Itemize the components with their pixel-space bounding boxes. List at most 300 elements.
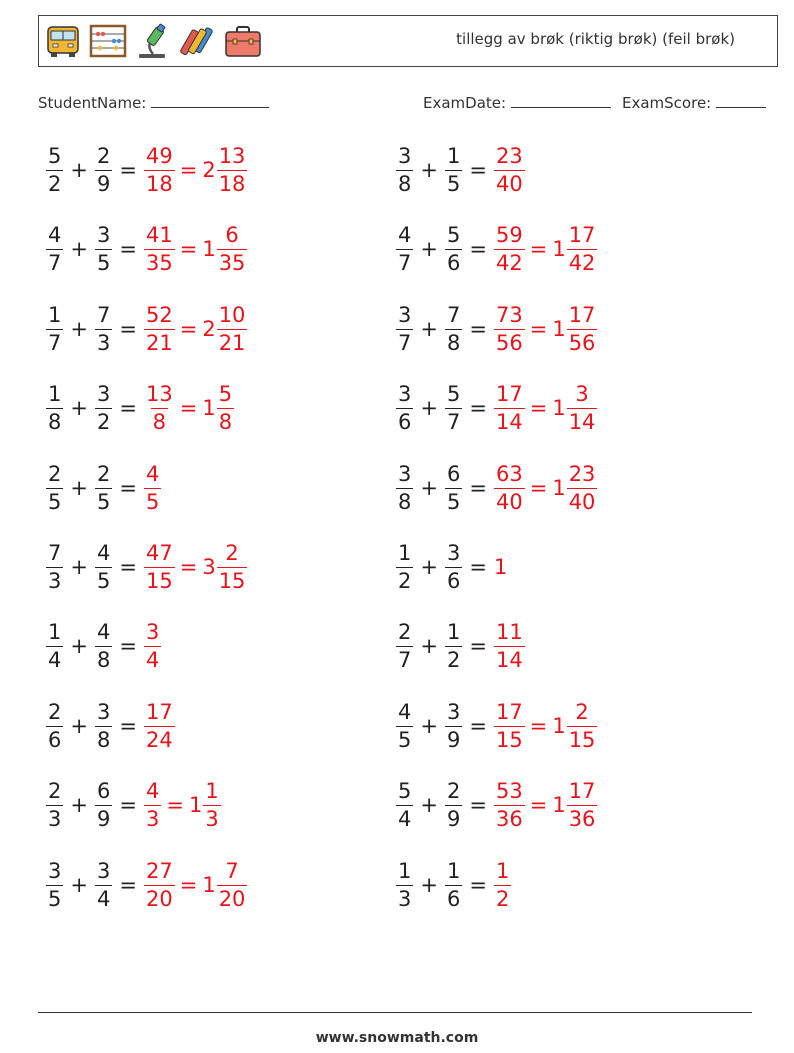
- mixed-fraction-numerator: 3: [575, 381, 589, 406]
- plus-sign: +: [70, 396, 88, 420]
- mixed-equals-sign: =: [529, 714, 548, 738]
- addend-a-numerator: 3: [398, 143, 412, 168]
- problem-row: [396, 855, 511, 915]
- answer-fraction-denominator: 24: [145, 727, 173, 752]
- plus-sign: +: [420, 317, 438, 341]
- plus-sign: +: [420, 873, 438, 897]
- answer-fraction: [494, 778, 525, 831]
- answer-fraction: [494, 222, 525, 275]
- mixed-fraction-numerator: 7: [225, 858, 239, 883]
- plus-sign: +: [420, 714, 438, 738]
- addend-a: [46, 143, 63, 196]
- equals-sign: =: [469, 714, 487, 738]
- mixed-equals-sign: =: [179, 237, 198, 261]
- addend-b-numerator: 1: [446, 619, 461, 644]
- answer-fraction-numerator: 17: [495, 381, 523, 406]
- addend-a-numerator: 2: [48, 461, 62, 486]
- addend-b-denominator: 9: [446, 727, 461, 752]
- equals-sign: =: [119, 158, 137, 182]
- addend-b: [445, 540, 462, 593]
- addend-b-numerator: 5: [446, 222, 461, 247]
- mixed-fraction-numerator: 2: [225, 540, 239, 565]
- addend-a-numerator: 2: [398, 619, 412, 644]
- answer-fraction-denominator: 18: [145, 171, 173, 196]
- addend-b-denominator: 9: [96, 171, 111, 196]
- equals-sign: =: [469, 793, 487, 817]
- addend-b: [445, 778, 462, 831]
- answer-whole: 1: [493, 555, 508, 579]
- addend-a-numerator: 4: [398, 699, 412, 724]
- mixed-equals-sign: =: [179, 317, 198, 341]
- addend-a: [396, 143, 413, 196]
- equals-sign: =: [119, 237, 137, 261]
- addend-a-denominator: 5: [48, 489, 62, 514]
- mixed-fraction: [567, 461, 598, 514]
- addend-a-denominator: 4: [398, 806, 412, 831]
- answer: [144, 858, 247, 911]
- addend-a-denominator: 3: [48, 806, 62, 831]
- mixed-fraction-denominator: 3: [205, 806, 219, 831]
- addend-b-numerator: 2: [96, 461, 111, 486]
- answer-fraction-denominator: 14: [495, 647, 523, 672]
- addend-b-denominator: 9: [96, 806, 111, 831]
- answer-fraction: [144, 461, 161, 514]
- addend-a-numerator: 3: [48, 858, 62, 883]
- addend-a: [46, 858, 63, 911]
- problem-row: [46, 219, 247, 279]
- addend-b: [445, 858, 462, 911]
- addend-b: [95, 540, 112, 593]
- answer-fraction-numerator: 17: [495, 699, 523, 724]
- addend-b-denominator: 6: [446, 886, 461, 911]
- plus-sign: +: [70, 317, 88, 341]
- addend-a-denominator: 7: [48, 330, 62, 355]
- answer-fraction-denominator: 15: [495, 727, 523, 752]
- addend-a: [396, 699, 413, 752]
- problem-row: [46, 378, 234, 438]
- addend-a-denominator: 6: [398, 409, 412, 434]
- answer: [494, 858, 511, 911]
- addend-b-numerator: 2: [446, 778, 461, 803]
- mixed-fraction-denominator: 21: [218, 330, 246, 355]
- answer: [494, 699, 597, 752]
- addend-b-denominator: 6: [446, 250, 461, 275]
- addend-b-denominator: 5: [96, 250, 111, 275]
- mixed-fraction-denominator: 15: [568, 727, 596, 752]
- addend-b-denominator: 8: [96, 647, 111, 672]
- addend-a-numerator: 4: [48, 222, 62, 247]
- answer-fraction: [144, 699, 175, 752]
- answer-fraction: [494, 143, 525, 196]
- answer: [144, 143, 247, 196]
- addend-b: [95, 858, 112, 911]
- microscope-icon: [133, 21, 173, 61]
- addend-b-denominator: 5: [446, 171, 461, 196]
- exam-date-label: ExamDate:: [423, 94, 507, 112]
- mixed-fraction: [567, 699, 598, 752]
- answer-fraction-denominator: 3: [145, 806, 160, 831]
- answer-fraction-numerator: 17: [145, 699, 173, 724]
- addend-a-denominator: 7: [398, 250, 412, 275]
- addend-b: [445, 381, 462, 434]
- mixed-equals-sign: =: [166, 793, 184, 817]
- answer-fraction-numerator: 73: [495, 302, 523, 327]
- mixed-whole: 1: [552, 793, 566, 817]
- equals-sign: =: [469, 634, 487, 658]
- addend-b-denominator: 9: [446, 806, 461, 831]
- addend-a-denominator: 6: [48, 727, 62, 752]
- answer: [494, 381, 597, 434]
- addend-b-numerator: 1: [446, 858, 461, 883]
- answer-fraction-numerator: 52: [145, 302, 173, 327]
- student-name-field: [38, 93, 269, 112]
- answer-fraction-denominator: 42: [495, 250, 523, 275]
- addend-b: [445, 699, 462, 752]
- mixed-whole: 2: [202, 158, 216, 182]
- addend-a-numerator: 1: [398, 858, 412, 883]
- addend-a-denominator: 7: [48, 250, 62, 275]
- answer-fraction-denominator: 14: [495, 409, 523, 434]
- equals-sign: =: [469, 873, 487, 897]
- problem-row: [396, 696, 597, 756]
- addend-b-numerator: 4: [96, 619, 111, 644]
- plus-sign: +: [70, 158, 88, 182]
- mixed-fraction-denominator: 35: [218, 250, 246, 275]
- answer: [494, 619, 525, 672]
- problem-row: [46, 616, 161, 676]
- answer: [144, 302, 247, 355]
- equals-sign: =: [119, 873, 137, 897]
- addend-b-denominator: 5: [96, 568, 111, 593]
- addend-b-numerator: 3: [96, 381, 111, 406]
- mixed-equals-sign: =: [529, 476, 548, 500]
- answer-fraction-numerator: 1: [495, 858, 510, 883]
- addend-b-denominator: 7: [446, 409, 461, 434]
- mixed-fraction: [217, 143, 248, 196]
- answer-fraction-denominator: 15: [145, 568, 173, 593]
- addend-a: [396, 222, 413, 275]
- mixed-fraction: [217, 540, 248, 593]
- addend-a: [46, 699, 63, 752]
- answer-fraction: [144, 858, 175, 911]
- addend-a-denominator: 7: [398, 647, 412, 672]
- mixed-fraction-denominator: 15: [218, 568, 246, 593]
- mixed-fraction: [203, 778, 220, 831]
- answer-fraction-numerator: 59: [495, 222, 523, 247]
- addend-a-denominator: 5: [398, 727, 412, 752]
- answer: [494, 778, 597, 831]
- plus-sign: +: [420, 158, 438, 182]
- addend-a-denominator: 8: [48, 409, 62, 434]
- mixed-fraction-denominator: 42: [568, 250, 596, 275]
- answer: [144, 699, 175, 752]
- mixed-fraction-numerator: 17: [568, 222, 596, 247]
- equals-sign: =: [119, 555, 137, 579]
- answer: [144, 381, 234, 434]
- mixed-equals-sign: =: [179, 555, 198, 579]
- answer-fraction: [494, 699, 525, 752]
- addend-a-denominator: 2: [48, 171, 62, 196]
- exam-date-field: [423, 93, 611, 112]
- mixed-whole: 1: [202, 237, 216, 261]
- addend-b-denominator: 3: [96, 330, 111, 355]
- addend-a: [46, 302, 63, 355]
- footer-website: www.snowmath.com: [315, 1030, 479, 1046]
- problem-row: [396, 299, 597, 359]
- plus-sign: +: [70, 555, 88, 579]
- mixed-fraction-numerator: 5: [218, 381, 233, 406]
- addend-a-denominator: 2: [398, 568, 412, 593]
- addend-a-numerator: 3: [398, 381, 412, 406]
- answer-fraction-denominator: 4: [145, 647, 160, 672]
- addend-a-numerator: 3: [398, 302, 412, 327]
- mixed-fraction: [217, 858, 248, 911]
- addend-a-numerator: 1: [48, 302, 62, 327]
- mixed-fraction: [217, 381, 234, 434]
- mixed-fraction-numerator: 23: [568, 461, 596, 486]
- mixed-fraction-numerator: 13: [218, 143, 246, 168]
- addend-b: [95, 619, 112, 672]
- answer: [144, 222, 247, 275]
- mixed-fraction-numerator: 2: [575, 699, 589, 724]
- plus-sign: +: [70, 476, 88, 500]
- answer-fraction-numerator: 49: [145, 143, 173, 168]
- mixed-whole: 1: [552, 317, 566, 341]
- mixed-fraction-numerator: 1: [205, 778, 219, 803]
- plus-sign: +: [420, 634, 438, 658]
- mixed-whole: 1: [202, 396, 216, 420]
- addend-b-numerator: 3: [96, 222, 111, 247]
- mixed-fraction: [567, 778, 598, 831]
- mixed-whole: 1: [552, 237, 566, 261]
- plus-sign: +: [420, 396, 438, 420]
- addend-a-denominator: 3: [48, 568, 62, 593]
- plus-sign: +: [70, 793, 88, 817]
- problem-row: [396, 537, 507, 597]
- problem-row: [46, 537, 247, 597]
- mixed-equals-sign: =: [179, 158, 198, 182]
- answer-fraction-numerator: 4: [145, 778, 160, 803]
- equals-sign: =: [119, 634, 137, 658]
- addend-b: [95, 222, 112, 275]
- plus-sign: +: [70, 634, 88, 658]
- answer-fraction-numerator: 47: [145, 540, 173, 565]
- mixed-whole: 1: [188, 793, 203, 817]
- mixed-whole: 1: [552, 396, 566, 420]
- mixed-fraction: [217, 222, 248, 275]
- addend-a: [396, 381, 413, 434]
- addend-b: [95, 699, 112, 752]
- mixed-equals-sign: =: [179, 873, 198, 897]
- answer: [144, 778, 221, 831]
- answer-fraction-numerator: 53: [495, 778, 523, 803]
- answer-fraction: [494, 381, 525, 434]
- answer-fraction-denominator: 21: [145, 330, 173, 355]
- addend-b: [445, 461, 462, 514]
- mixed-fraction: [567, 381, 598, 434]
- addend-b-numerator: 7: [446, 302, 461, 327]
- addend-b: [445, 619, 462, 672]
- problem-row: [46, 140, 247, 200]
- answer-fraction-denominator: 40: [495, 489, 523, 514]
- mixed-fraction-denominator: 18: [218, 171, 246, 196]
- addend-b: [445, 143, 462, 196]
- addend-b-numerator: 3: [96, 699, 111, 724]
- answer-fraction: [144, 619, 161, 672]
- addend-a-numerator: 4: [398, 222, 412, 247]
- equals-sign: =: [119, 714, 137, 738]
- addend-b-numerator: 5: [446, 381, 461, 406]
- plus-sign: +: [420, 793, 438, 817]
- answer-fraction-denominator: 35: [145, 250, 173, 275]
- problem-row: [396, 219, 597, 279]
- plus-sign: +: [420, 476, 438, 500]
- mixed-whole: 3: [202, 555, 216, 579]
- addend-a-numerator: 7: [48, 540, 62, 565]
- addend-b-numerator: 4: [96, 540, 111, 565]
- answer: [494, 143, 525, 196]
- school-bus-icon: [43, 21, 83, 61]
- addend-a: [46, 461, 63, 514]
- answer-fraction: [144, 302, 175, 355]
- plus-sign: +: [420, 555, 438, 579]
- addend-b-numerator: 3: [96, 858, 111, 883]
- addend-b-denominator: 2: [96, 409, 111, 434]
- mixed-fraction-numerator: 6: [225, 222, 239, 247]
- addend-b: [445, 302, 462, 355]
- problem-row: [46, 299, 247, 359]
- addend-a-denominator: 5: [48, 886, 62, 911]
- answer: [494, 555, 507, 579]
- mixed-fraction: [567, 302, 598, 355]
- mixed-fraction-denominator: 40: [568, 489, 596, 514]
- addend-b: [95, 302, 112, 355]
- mixed-equals-sign: =: [529, 396, 548, 420]
- addend-a: [396, 858, 413, 911]
- mixed-fraction-numerator: 17: [568, 302, 596, 327]
- addend-b: [95, 778, 112, 831]
- answer-fraction: [144, 778, 161, 831]
- answer-fraction: [494, 461, 525, 514]
- addend-b: [95, 381, 112, 434]
- header-box: [38, 15, 778, 67]
- addend-a-denominator: 4: [48, 647, 62, 672]
- addend-b-numerator: 1: [446, 143, 461, 168]
- addend-b: [445, 222, 462, 275]
- answer-fraction: [494, 858, 511, 911]
- answer-fraction: [494, 619, 525, 672]
- problem-row: [396, 458, 597, 518]
- equals-sign: =: [469, 237, 487, 261]
- exam-score-blank[interactable]: [716, 93, 766, 108]
- addend-a-numerator: 5: [398, 778, 412, 803]
- addend-a: [46, 540, 63, 593]
- plus-sign: +: [70, 237, 88, 261]
- answer-fraction-numerator: 13: [145, 381, 173, 406]
- answer: [144, 619, 161, 672]
- answer: [494, 461, 597, 514]
- answer-fraction-denominator: 20: [145, 886, 173, 911]
- mixed-whole: 1: [552, 714, 566, 738]
- addend-a-denominator: 3: [398, 886, 412, 911]
- worksheet-title: tillegg av brøk (riktig brøk) (feil brøk): [456, 30, 735, 48]
- answer-fraction-denominator: 40: [495, 171, 523, 196]
- equals-sign: =: [469, 476, 487, 500]
- addend-a: [396, 302, 413, 355]
- exam-score-label: ExamScore:: [622, 94, 712, 112]
- mixed-fraction-numerator: 10: [218, 302, 246, 327]
- answer-fraction: [144, 222, 175, 275]
- answer-fraction: [144, 540, 175, 593]
- mixed-fraction: [567, 222, 598, 275]
- problem-row: [396, 616, 525, 676]
- problem-row: [396, 775, 597, 835]
- addend-a-numerator: 2: [48, 699, 62, 724]
- header-icons: [43, 21, 263, 61]
- addend-a-numerator: 1: [398, 540, 412, 565]
- equals-sign: =: [469, 158, 487, 182]
- mixed-fraction-denominator: 20: [218, 886, 246, 911]
- problem-row: [46, 855, 247, 915]
- briefcase-icon: [223, 21, 263, 61]
- addend-b-numerator: 2: [96, 143, 111, 168]
- mixed-whole: 2: [202, 317, 216, 341]
- addend-a-numerator: 2: [48, 778, 62, 803]
- mixed-equals-sign: =: [529, 317, 548, 341]
- answer-fraction-numerator: 41: [145, 222, 173, 247]
- equals-sign: =: [469, 555, 487, 579]
- equals-sign: =: [119, 396, 137, 420]
- footer-rule: [38, 1012, 752, 1013]
- addend-b-denominator: 6: [446, 568, 461, 593]
- plus-sign: +: [420, 237, 438, 261]
- addend-b-numerator: 3: [446, 699, 461, 724]
- equals-sign: =: [469, 317, 487, 341]
- mixed-fraction-numerator: 17: [568, 778, 596, 803]
- answer: [144, 540, 247, 593]
- mixed-whole: 1: [202, 873, 216, 897]
- addend-b-denominator: 8: [446, 330, 461, 355]
- equals-sign: =: [469, 396, 487, 420]
- addend-a-denominator: 7: [398, 330, 412, 355]
- student-name-label: StudentName:: [38, 94, 147, 112]
- addend-a: [46, 619, 63, 672]
- mixed-fraction-denominator: 36: [568, 806, 596, 831]
- answer-fraction-denominator: 56: [495, 330, 523, 355]
- mixed-fraction-denominator: 8: [218, 409, 233, 434]
- problem-row: [396, 140, 525, 200]
- plus-sign: +: [70, 714, 88, 738]
- equals-sign: =: [119, 793, 137, 817]
- answer: [144, 461, 161, 514]
- answer-fraction-numerator: 27: [145, 858, 173, 883]
- problem-row: [46, 696, 175, 756]
- addend-b-denominator: 4: [96, 886, 111, 911]
- exam-date-blank[interactable]: [511, 93, 611, 108]
- pencils-icon: [178, 21, 218, 61]
- answer-fraction-denominator: 5: [145, 489, 160, 514]
- addend-b-numerator: 6: [446, 461, 461, 486]
- addend-a: [46, 222, 63, 275]
- mixed-equals-sign: =: [529, 237, 548, 261]
- addend-b-numerator: 7: [96, 302, 111, 327]
- answer-fraction-denominator: 2: [495, 886, 510, 911]
- answer-fraction: [144, 143, 175, 196]
- student-name-blank[interactable]: [151, 93, 269, 108]
- addend-a-denominator: 8: [398, 489, 412, 514]
- answer: [494, 302, 597, 355]
- addend-a-numerator: 1: [48, 381, 62, 406]
